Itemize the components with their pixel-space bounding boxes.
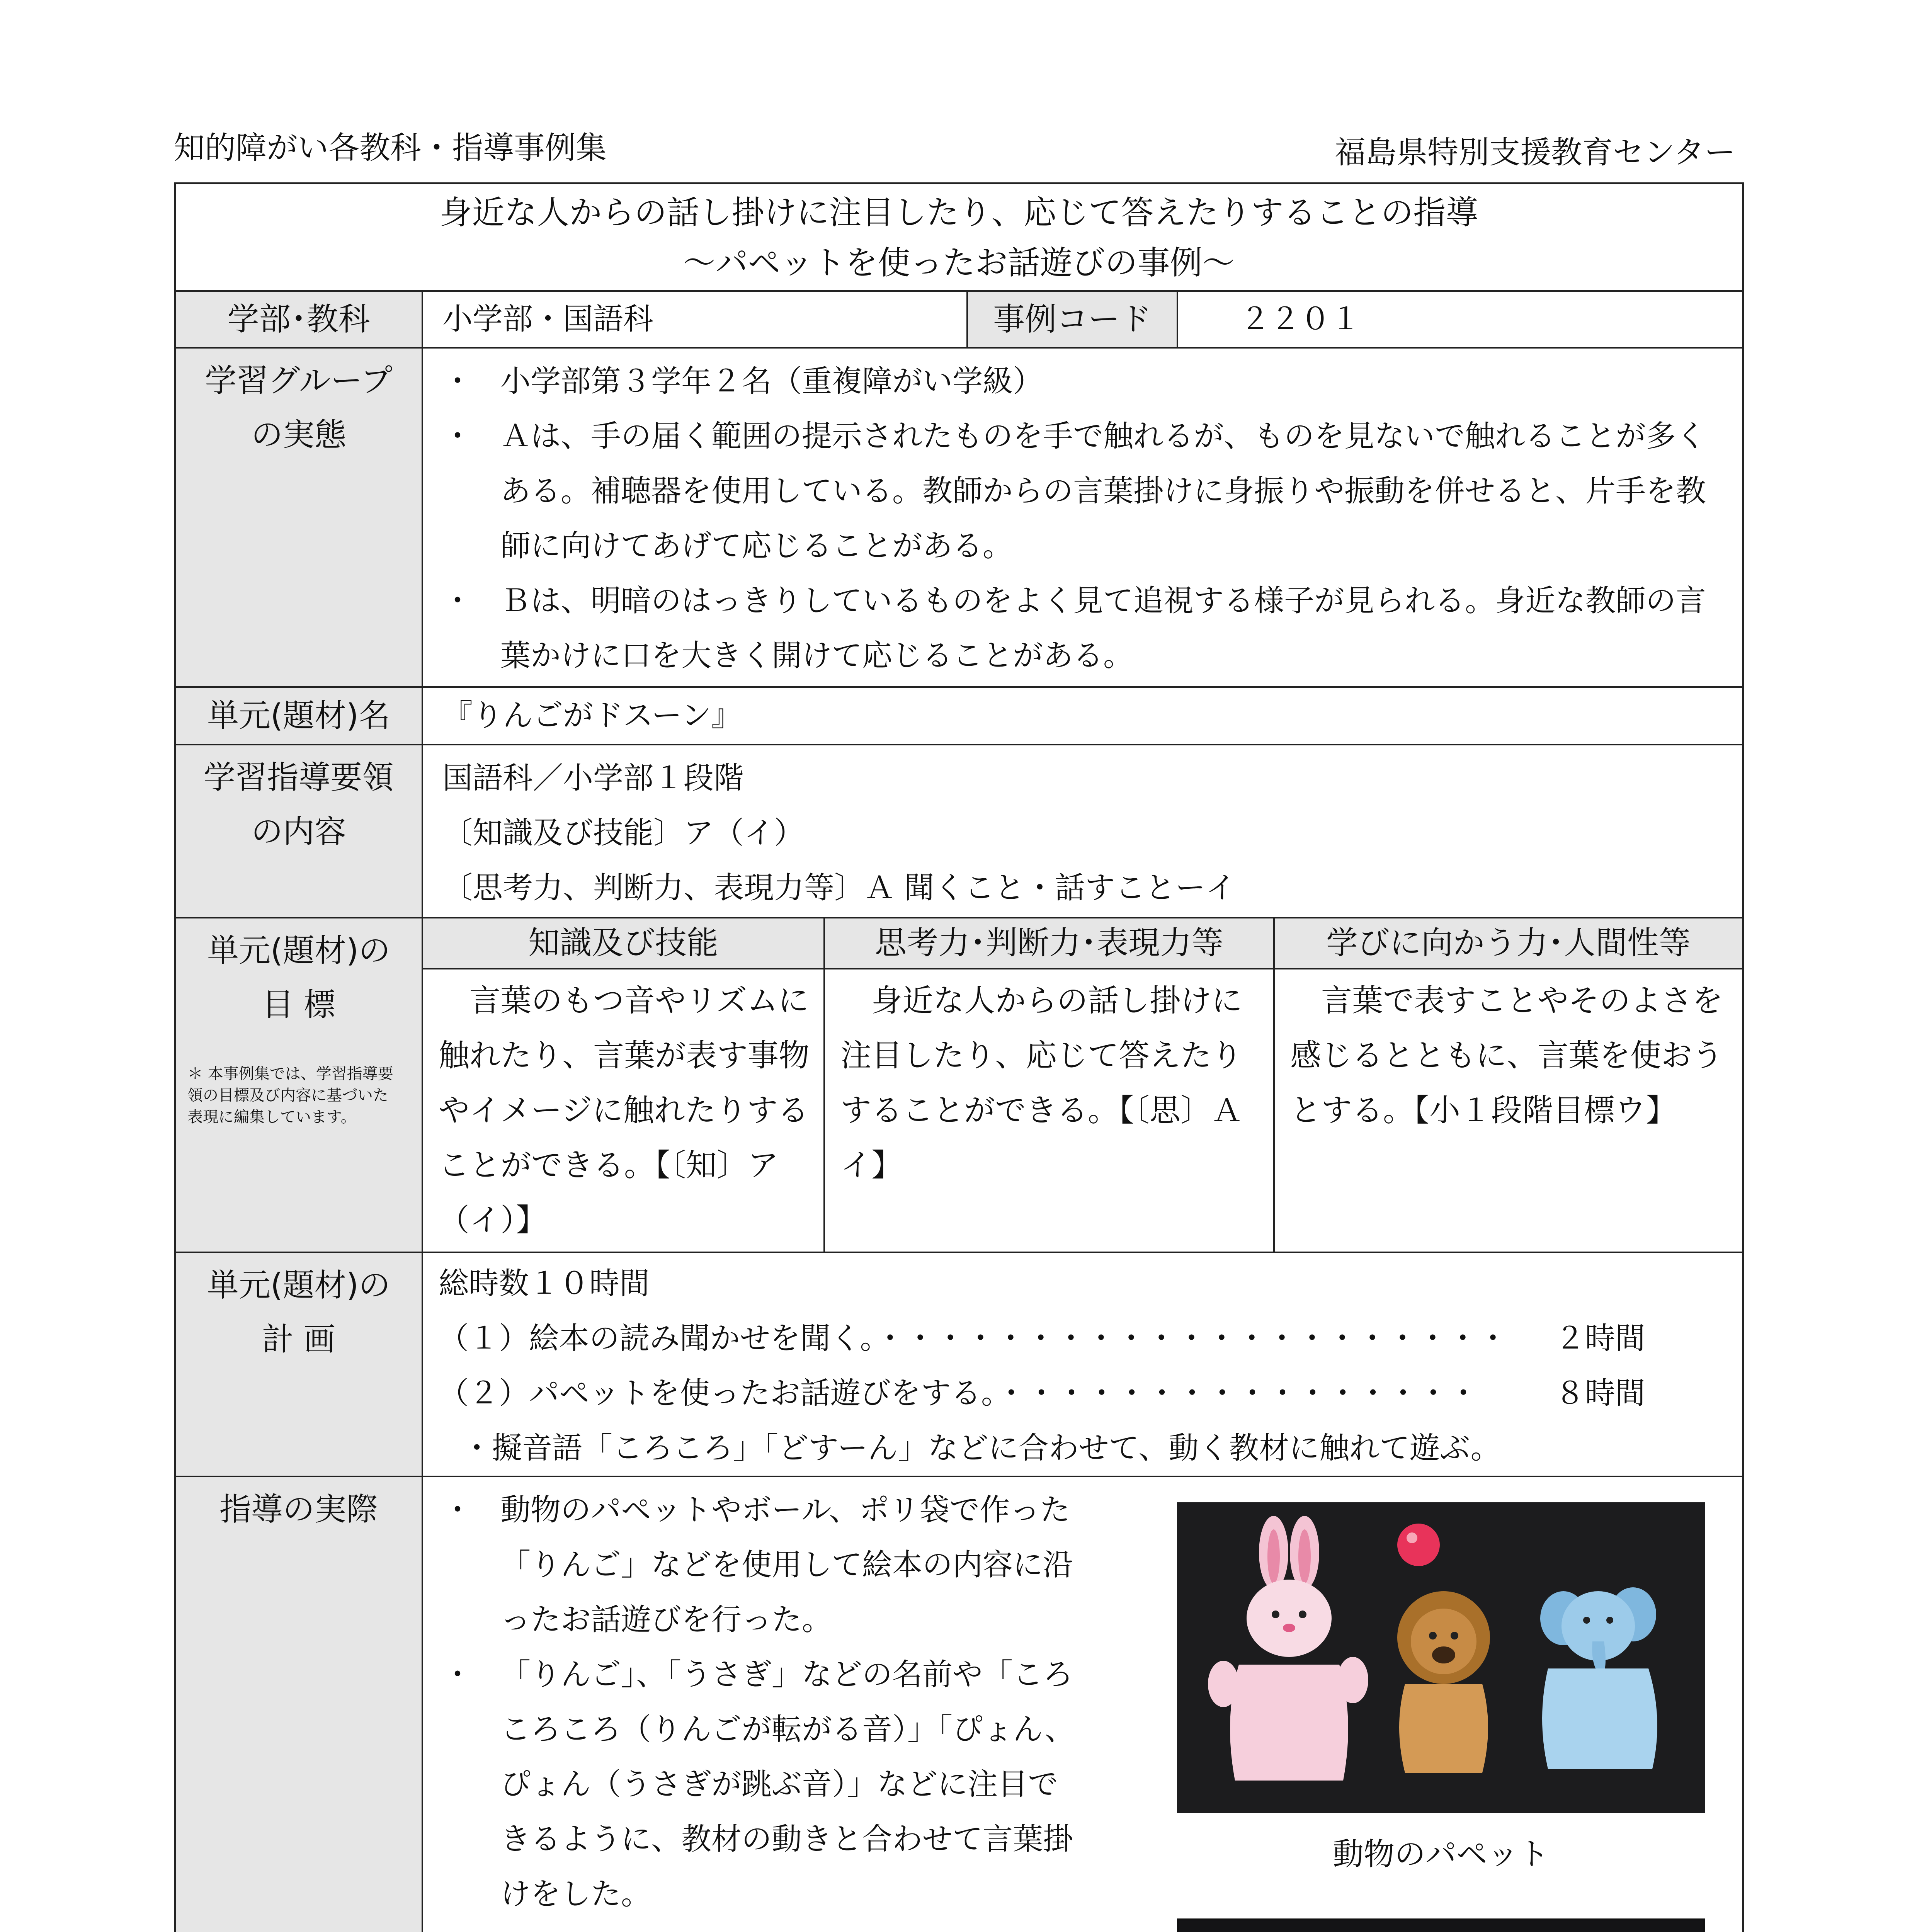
plan-label (176, 1253, 423, 1476)
goals-header-attitude: 学びに向かう力･人間性等 (1275, 918, 1742, 968)
title-line2: ～パペットを使ったお話遊びの事例～ (683, 244, 1235, 282)
code-label: 事例コード (968, 292, 1178, 347)
goals-row (176, 918, 1742, 1253)
group-item-text: Ａは、手の届く範囲の提示されたものを手で触れるが、ものを見ないで触れることが多くある。補聴器を使用している。教師からの言葉掛けに身振りや振動を併せると、片手を教師に向けてあげて応じることがある。 (500, 419, 1706, 563)
plan-item (439, 1366, 1645, 1421)
practice-item (442, 1647, 1080, 1922)
plan-item-text: （２）パペットを使ったお話遊びをする。・・・・・・・・・・・・・・・・ (439, 1376, 1479, 1411)
bullet: ・ (442, 1493, 473, 1527)
bullet: ・ (442, 583, 473, 618)
plan-item (439, 1311, 1645, 1366)
guideline-label (176, 745, 423, 917)
goals-header-thinking: 思考力･判断力･表現力等 (825, 918, 1275, 968)
title-block (176, 184, 1742, 292)
goals-label (176, 918, 423, 1252)
plan-content (423, 1253, 1742, 1476)
goals-header-knowledge: 知識及び技能 (423, 918, 825, 968)
guideline-line: 〔知識及び技能〕ア（イ） (442, 816, 805, 850)
group-label (176, 349, 423, 686)
apple-photo (1177, 1918, 1705, 1932)
guideline-label-1: 学習指導要領 (203, 759, 394, 796)
plan-total: 総時数１０時間 (439, 1266, 650, 1301)
plan-item-hours: ２時間 (1555, 1321, 1645, 1356)
unit-name-label: 単元(題材)名 (176, 688, 423, 744)
plan-sub: ・擬音語「ころころ」「どすーん」などに合わせて、動く教材に触れて遊ぶ。 (462, 1431, 1501, 1466)
group-item (442, 354, 1733, 409)
unit-name-row (176, 688, 1742, 745)
group-item-text: Ｂは、明暗のはっきりしているものをよく見て追視する様子が見られる。身近な教師の言葉かけに口を大きく開けて応じることがある。 (500, 583, 1706, 673)
puppets-caption: 動物のパペット (1333, 1836, 1549, 1872)
goals-note: ＊ 本事例集では、学習指導要領の目標及び内容に基づいた表現に編集しています。 (187, 1065, 393, 1126)
group-content (423, 349, 1742, 686)
elephant-puppet (1540, 1587, 1657, 1769)
group-label-2: の実態 (251, 417, 346, 453)
goals-texts (423, 969, 1742, 1252)
plan-item-text: （１）絵本の読み聞かせを聞く。・・・・・・・・・・・・・・・・・・・・・ (439, 1321, 1508, 1356)
goals-text-attitude: 言葉で表すことやそのよさを感じるとともに、言葉を使おうとする。【小１段階目標ウ】 (1290, 983, 1723, 1128)
practice-item-text: 「りんご」、「うさぎ」などの名前や「ころころころ（りんごが転がる音）」「ぴょん、ぴょん（うさぎが跳ぶ音）」などに注目できるように、教材の動きと合わせて言葉掛けをした。 (500, 1657, 1075, 1912)
dept-value: 小学部・国語科 (423, 292, 968, 347)
group-item (442, 409, 1733, 573)
goals-text-thinking: 身近な人からの話し掛けに注目したり、応じて答えたりすることができる。【〔思〕Ａイ】 (825, 969, 1275, 1252)
group-item (442, 573, 1733, 683)
header-right: 福島県特別支援教育センター (1335, 134, 1735, 170)
guideline-line: 国語科／小学部１段階 (442, 761, 744, 796)
guideline-row (176, 745, 1742, 918)
plan-label-2: 計 画 (262, 1321, 336, 1358)
practice-content (423, 1477, 1080, 1932)
plan-item-hours: ８時間 (1555, 1376, 1645, 1411)
goals-text-knowledge: 言葉のもつ音やリズムに触れたり、言葉が表す事物やイメージに触れたりすることができる。【〔知〕ア（イ）】 (423, 969, 825, 1252)
practice-item-text (500, 1922, 1080, 1932)
header-left: 知的障がい各教科・指導事例集 (174, 130, 607, 166)
plan-row (176, 1253, 1742, 1477)
group-label-1: 学習グループ (205, 362, 393, 399)
group-item-text: 小学部第３学年２名（重複障がい学級） (500, 364, 1043, 399)
bullet: ・ (442, 419, 473, 454)
code-value: ２２０１ (1240, 302, 1361, 337)
goals-content (423, 918, 1742, 1252)
guideline-label-2: の内容 (251, 813, 346, 850)
guideline-content (423, 745, 1742, 917)
bullet: ・ (442, 1657, 473, 1692)
goals-headers (423, 918, 1742, 969)
practice-item-text: 動物のパペットやボール、ポリ袋で作った「りんご」などを使用して絵本の内容に沿ったお話遊びを行った。 (500, 1493, 1073, 1637)
practice-label: 指導の実際 (176, 1477, 423, 1932)
practice-item (442, 1483, 1080, 1647)
bullet: ・ (442, 364, 473, 399)
group-row (176, 349, 1742, 688)
bullet (442, 1922, 500, 1932)
practice-item (442, 1922, 1080, 1932)
goals-label-1: 単元(題材)の (207, 932, 390, 969)
guideline-line: 〔思考力、判断力、表現力等〕Ａ 聞くこと・話すことーイ (442, 871, 1236, 905)
title-line1: 身近な人からの話し掛けに注目したり、応じて答えたりすることの指導 (439, 194, 1478, 231)
goals-label-2: 目 標 (262, 986, 336, 1023)
unit-name-value: 『りんごがドスーン』 (442, 698, 742, 733)
info-row (176, 292, 1742, 349)
dept-label: 学部･教科 (176, 292, 423, 347)
plan-label-1: 単元(題材)の (207, 1267, 390, 1304)
puppets-photo (1177, 1502, 1705, 1813)
